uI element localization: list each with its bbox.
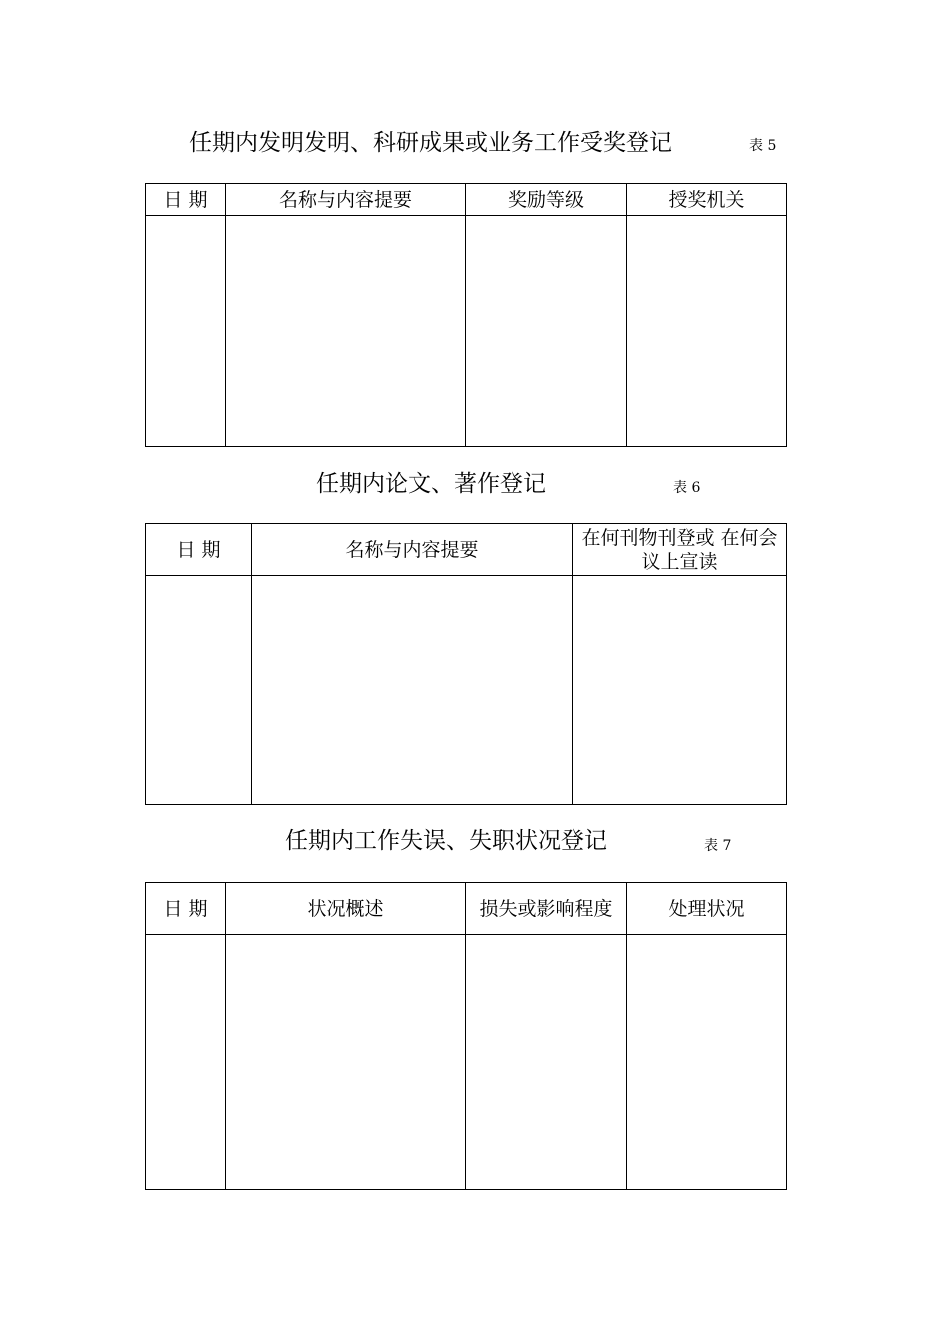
table6-date-cell[interactable] [146,576,252,805]
table5-header-award-level: 奖励等级 [466,184,627,216]
table7-handling-status-cell[interactable] [627,935,787,1190]
table5-awarding-body-cell[interactable] [627,216,787,447]
table5-body-row [146,216,787,447]
table6-body-row [146,576,787,805]
table5-number: 表 5 [749,138,777,154]
table7-header-situation-summary: 状况概述 [226,883,466,935]
table7 [145,882,787,1190]
table7-header-loss-impact: 损失或影响程度 [466,883,627,935]
table6-header-row [146,524,787,576]
table5-date-cell[interactable] [146,216,226,447]
table5-header-name-summary: 名称与内容提要 [226,184,466,216]
table6-header-name-summary: 名称与内容提要 [252,524,573,576]
table5-header-row [146,184,787,216]
table7-number: 表 7 [704,838,732,854]
table5-title: 任期内发明发明、科研成果或业务工作受奖登记 [189,130,672,156]
table6 [145,523,787,805]
table7-loss-impact-cell[interactable] [466,935,627,1190]
table7-header-date: 日 期 [146,883,226,935]
table6-number: 表 6 [673,480,701,496]
table5-header-date: 日 期 [146,184,226,216]
table5-header-awarding-body: 授奖机关 [627,184,787,216]
table7-header-row [146,883,787,935]
table7-header-handling-status: 处理状况 [627,883,787,935]
table6-name-summary-cell[interactable] [252,576,573,805]
table7-title: 任期内工作失误、失职状况登记 [285,828,607,854]
table6-publication-cell[interactable] [573,576,787,805]
table5-award-level-cell[interactable] [466,216,627,447]
table6-title: 任期内论文、著作登记 [316,471,546,497]
table7-body-row [146,935,787,1190]
table5 [145,183,787,447]
table5-name-summary-cell[interactable] [226,216,466,447]
table6-header-date: 日 期 [146,524,252,576]
table6-header-publication: 在何刊物刊登或 在何会议上宣读 [573,524,787,576]
table7-date-cell[interactable] [146,935,226,1190]
table7-situation-summary-cell[interactable] [226,935,466,1190]
